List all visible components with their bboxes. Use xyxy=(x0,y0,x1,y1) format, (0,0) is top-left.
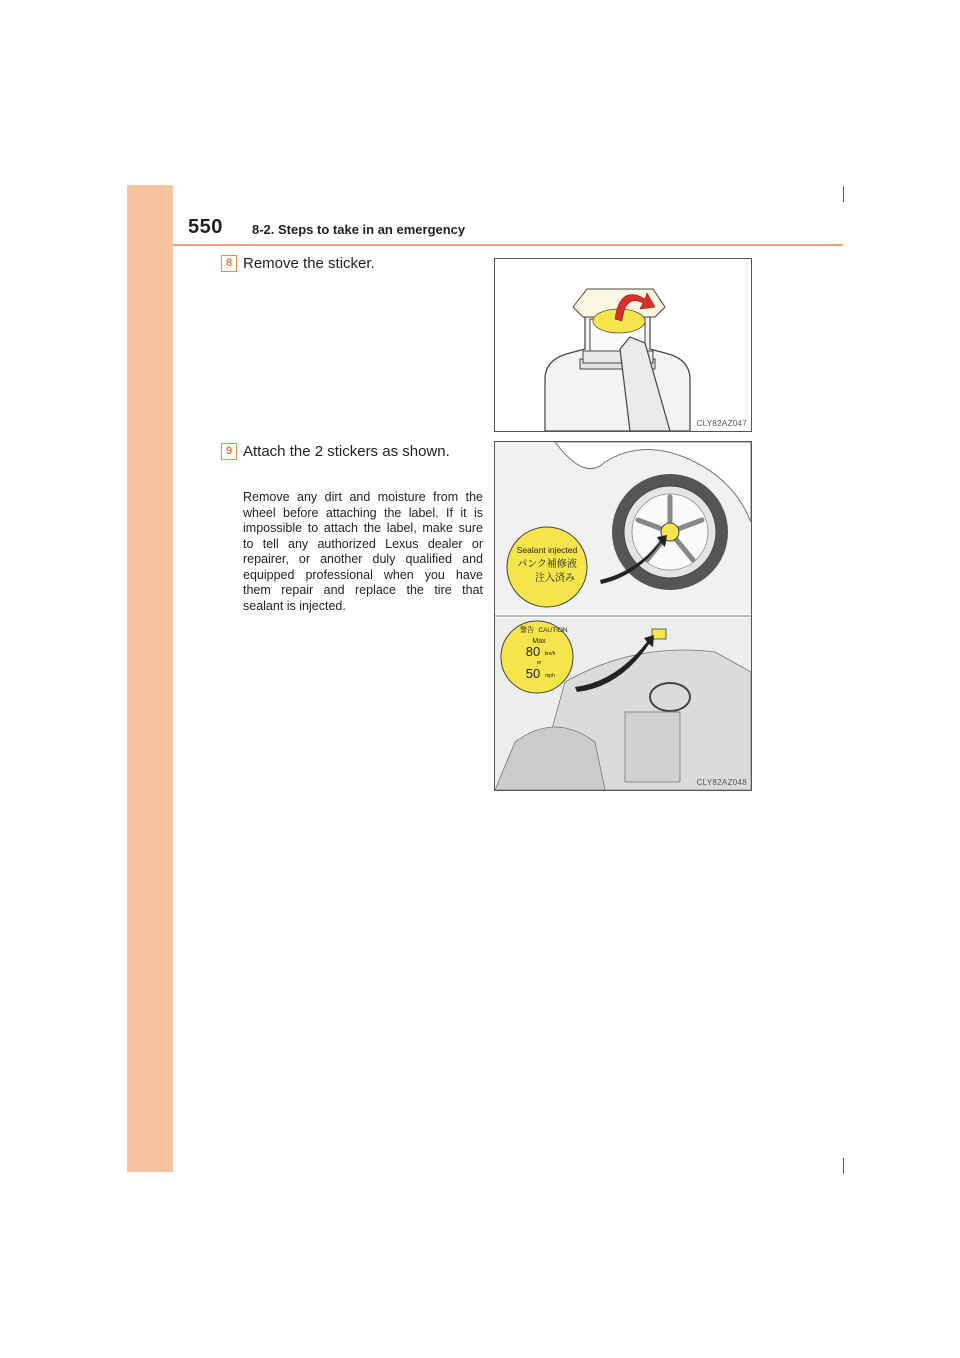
sealant-sticker-line1: Sealant injected xyxy=(516,545,578,555)
sealant-sticker-line3: 注入済み xyxy=(535,573,575,584)
caution-sticker-warning: 警告 xyxy=(520,626,534,634)
caution-sticker-mph: 50 xyxy=(525,666,541,681)
crop-mark-top xyxy=(843,186,844,202)
section-title: 8-2. Steps to take in an emergency xyxy=(252,222,466,237)
figure-code: CLY82AZ048 xyxy=(696,778,747,787)
bottle-cap-illustration xyxy=(495,259,751,431)
page-number: 550 xyxy=(188,216,223,238)
side-tab-band xyxy=(127,185,173,1172)
header-rule xyxy=(173,244,843,246)
step-number-badge: 9 xyxy=(221,443,237,460)
sealant-sticker-line2: パンク補修液 xyxy=(517,559,577,570)
stickers-illustration xyxy=(495,442,751,790)
figure-attach-stickers xyxy=(494,441,752,791)
caution-sticker-max: Max xyxy=(532,638,546,645)
caution-sticker-or: or xyxy=(536,660,542,666)
caution-sticker-kmh: 80 xyxy=(525,644,541,659)
caution-sticker-mph-unit: mph xyxy=(545,673,555,679)
step-number-badge: 8 xyxy=(221,255,237,272)
figure-code: CLY82AZ047 xyxy=(696,419,747,428)
step-note: Remove any dirt and moisture from the wheel before attaching the label. If it is impossible to attach the label, make sure to tell any authorized Lexus dealer or repairer, or another duly qualified and equipped professional when you have them repair and replace the tire that sealant is injected. xyxy=(243,490,483,613)
step-instruction: Attach the 2 stickers as shown. xyxy=(243,443,450,460)
crop-mark-bottom xyxy=(843,1158,844,1174)
step-instruction: Remove the sticker. xyxy=(243,255,375,272)
caution-sticker-caution: CAUTION xyxy=(538,627,568,634)
caution-sticker-kmh-unit: km/h xyxy=(544,651,556,657)
figure-remove-sticker xyxy=(494,258,752,432)
